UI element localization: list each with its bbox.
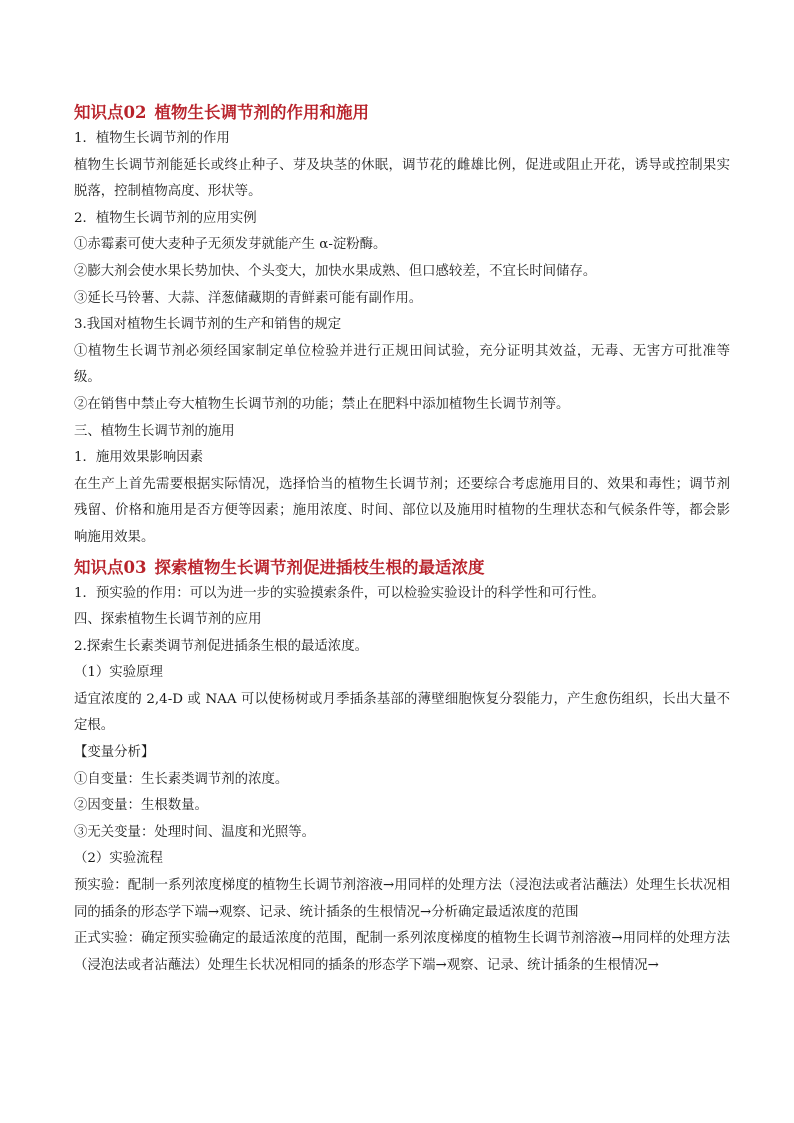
heading-number: 知识点03 [74,557,147,577]
list-item: ③延长马铃薯、大蒜、洋葱储藏期的青鲜素可能有副作用。 [74,290,423,306]
list-item: ①自变量：生长素类调节剂的浓度。 [74,771,289,787]
subheading: 2.探索生长素类调节剂促进插条生根的最适浓度。 [74,638,368,654]
section-heading-02 [74,100,730,126]
list-item: ②在销售中禁止夸大植物生长调节剂的功能；禁止在肥料中添加植物生长调节剂等。 [74,396,570,412]
paragraph: 植物生长调节剂能延长或终止种子、芽及块茎的休眠，调节花的雌雄比例，促进或阻止开花，诱导或控制果实脱落，控制植物高度、形状等。 [74,157,730,200]
paragraph: 预实验：配制一系列浓度梯度的植物生长调节剂溶液→用同样的处理方法（浸泡法或者沾蘸法）处理生长状况相同的插条的形态学下端→观察、记录、统计插条的生根情况→分析确定最适浓度的范围 [74,878,730,920]
list-item: ②因变量：生根数量。 [74,798,208,814]
subheading: 【变量分析】 [74,745,155,761]
heading-title: 植物生长调节剂的作用和施用 [154,103,369,122]
section-heading-03 [74,555,730,581]
paragraph: 在生产上首先需要根据实际情况，选择恰当的植物生长调节剂；还要综合考虑施用目的、效果和毒性；调节剂残留、价格和施用是否方便等因素；施用浓度、时间、部位以及施用时植物的生理状态和气候条件等，都会影响施用效果。 [74,476,730,545]
subheading: 1．施用效果影响因素 [74,450,204,466]
list-item: ③无关变量：处理时间、温度和光照等。 [74,824,316,840]
subheading: （2）实验流程 [74,851,163,867]
list-item: ①赤霉素可使大麦种子无须发芽就能产生 α-淀粉酶。 [74,237,387,253]
subheading: 四、探索植物生长调节剂的应用 [74,612,262,628]
subheading: 3.我国对植物生长调节剂的生产和销售的规定 [74,317,342,333]
list-item: ②膨大剂会使水果长势加快、个头变大，加快水果成熟、但口感较差，不宜长时间储存。 [74,263,597,279]
subheading: 三、植物生长调节剂的施用 [74,423,235,439]
subheading: （1）实验原理 [74,665,163,681]
paragraph: 适宜浓度的 2,4-D 或 NAA 可以使杨树或月季插条基部的薄壁细胞恢复分裂能力，产生愈伤组织，长出大量不定根。 [74,691,730,734]
subheading: 2．植物生长调节剂的应用实例 [74,210,257,226]
heading-number: 知识点02 [74,103,147,122]
document-page [74,100,730,979]
paragraph: 1．预实验的作用：可以为进一步的实验摸索条件，可以检验实验设计的科学性和可行性。 [74,585,605,601]
subheading: 1．植物生长调节剂的作用 [74,131,230,146]
list-item: ①植物生长调节剂必须经国家制定单位检验并进行正规田间试验，充分证明其效益，无毒、无害方可批准等级。 [74,343,730,386]
heading-title: 探索植物生长调节剂促进插枝生根的最适浓度 [154,557,485,577]
paragraph: 正式实验：确定预实验确定的最适浓度的范围，配制一系列浓度梯度的植物生长调节剂溶液→用同样的处理方法（浸泡法或者沾蘸法）处理生长状况相同的插条的形态学下端→观察、记录、统计插条的生根情况→ [74,931,730,973]
